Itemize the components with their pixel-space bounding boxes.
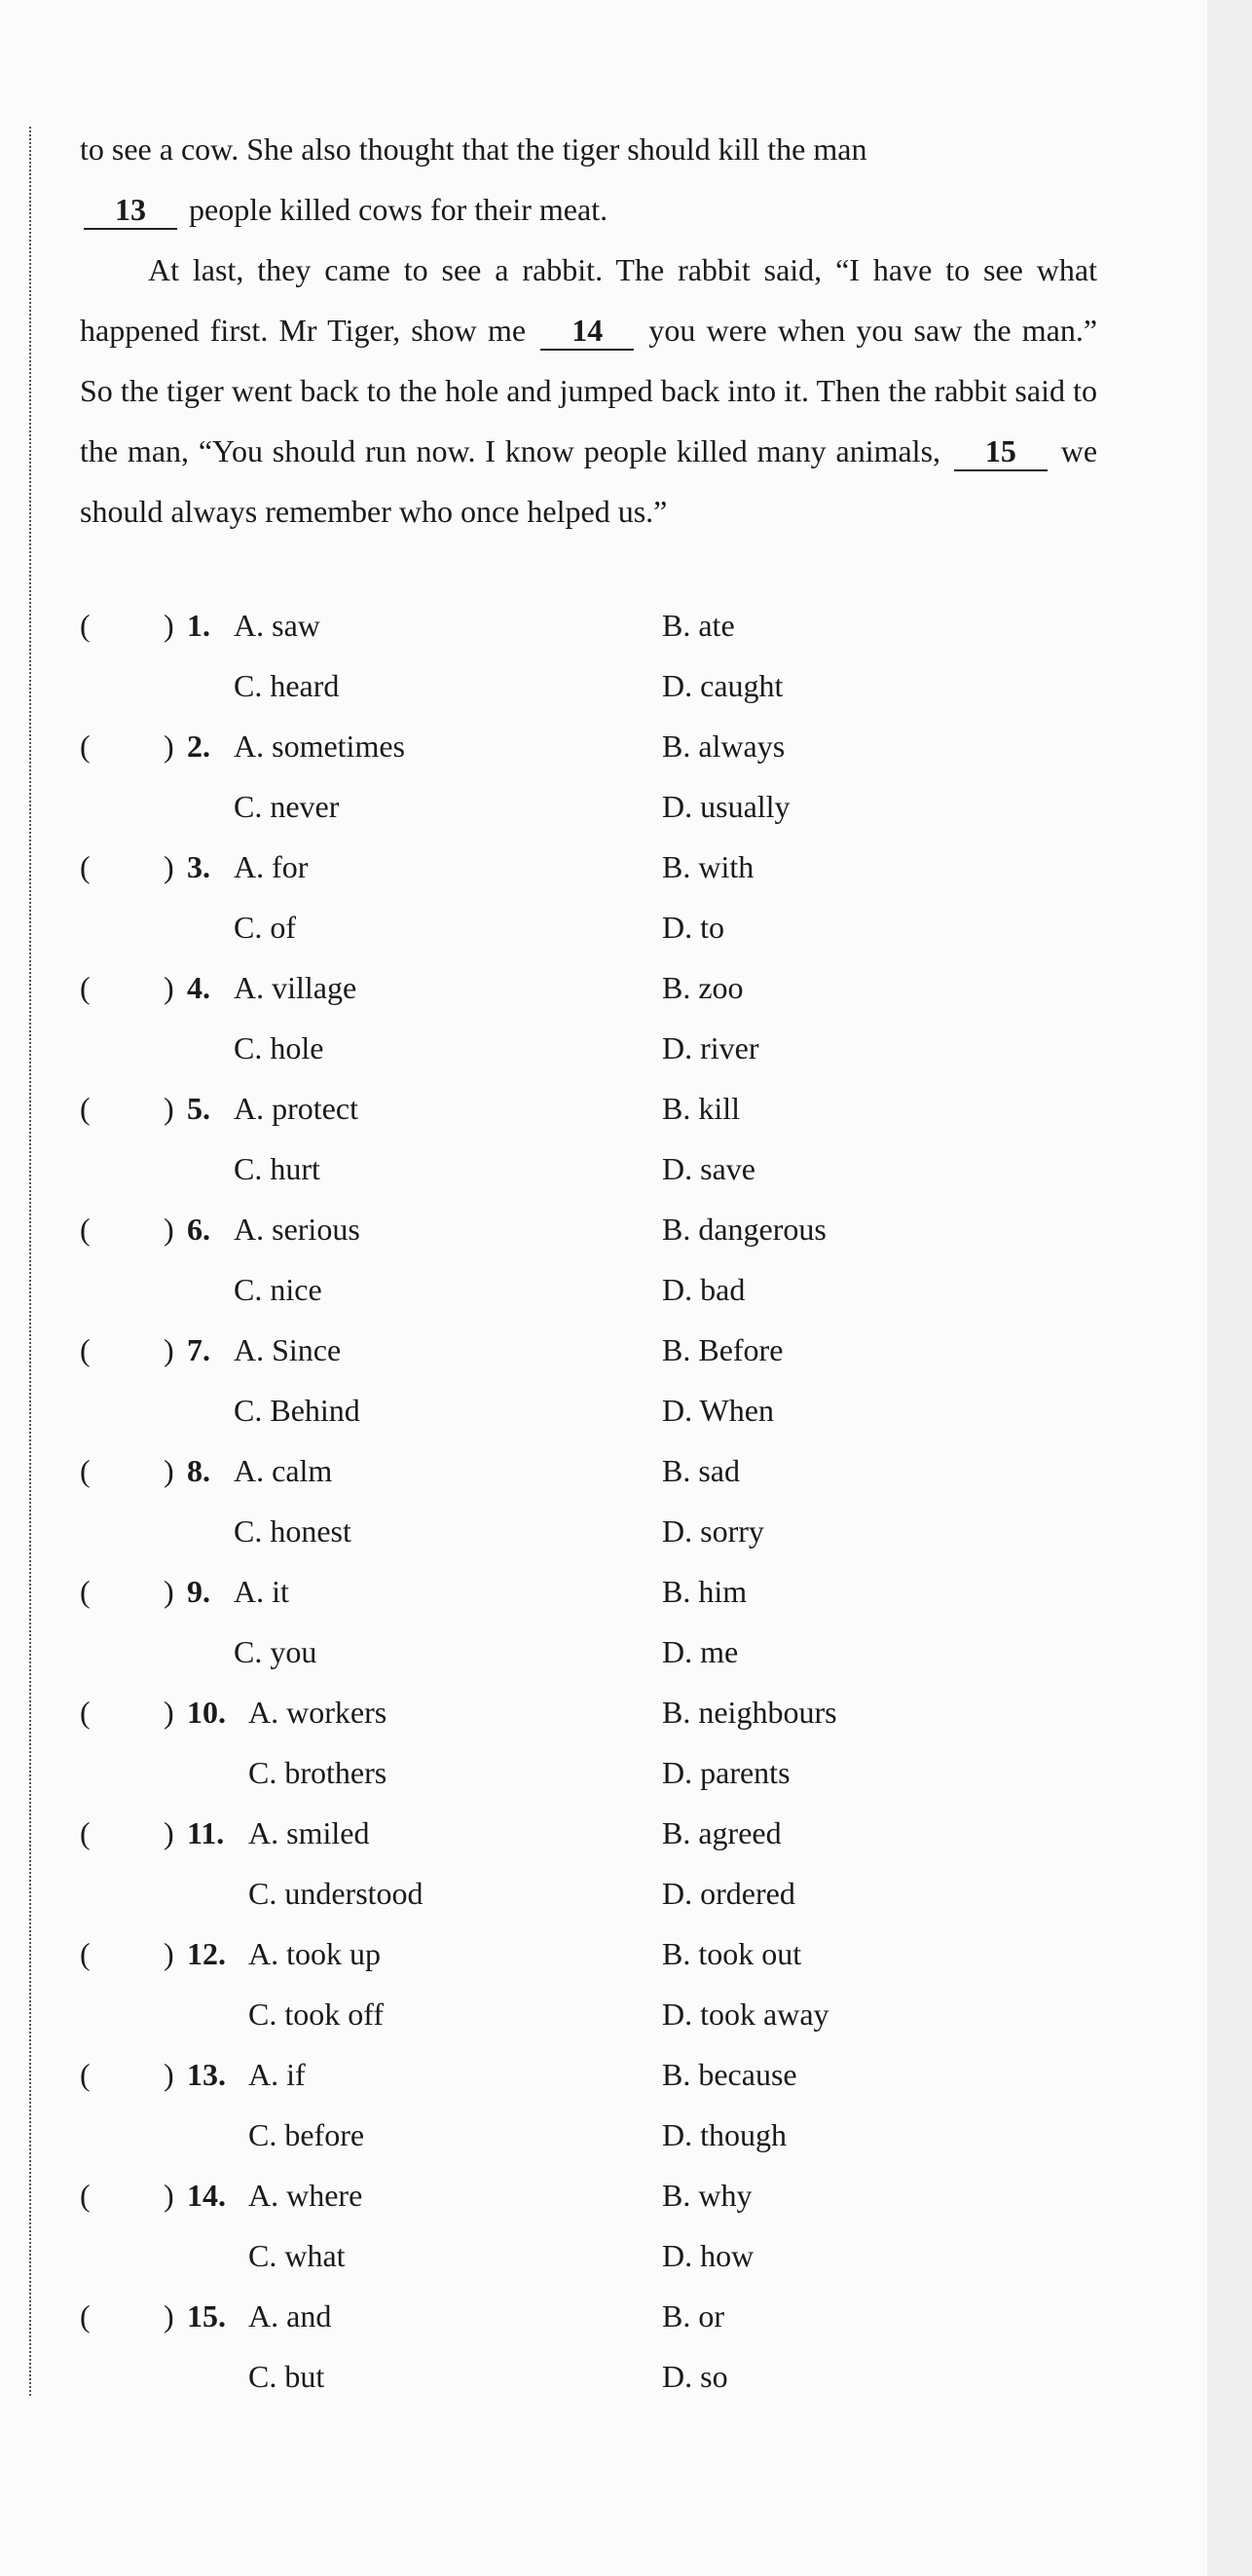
answer-bracket-open[interactable]: ( (80, 2298, 91, 2333)
passage-text: At last, they came to see a rabbit. The rabbit said, “I have to see what happened first. Mr Tiger, show me (80, 252, 1097, 348)
answer-bracket-close: ) (164, 849, 174, 884)
passage-text: people killed cows for their meat. (189, 192, 608, 227)
option-c: C. hurt (234, 1151, 320, 1186)
answer-bracket-close: ) (164, 728, 174, 764)
option-a: A. where (248, 2178, 363, 2213)
option-d: D. ordered (662, 1876, 795, 1911)
question-number: 15. (187, 2298, 226, 2333)
option-b: B. ate (662, 608, 735, 643)
option-a: A. saw (234, 608, 320, 643)
question-number: 6. (187, 1212, 210, 1247)
option-c: C. honest (234, 1513, 351, 1549)
option-c: C. never (234, 789, 340, 824)
question-row (0, 2172, 1207, 2232)
option-c: C. understood (248, 1876, 423, 1911)
option-c: C. nice (234, 1272, 322, 1307)
option-a: A. it (234, 1574, 289, 1609)
option-b: B. sad (662, 1453, 740, 1488)
option-a: A. calm (234, 1453, 333, 1488)
answer-bracket-open[interactable]: ( (80, 1936, 91, 1971)
answer-bracket-open[interactable]: ( (80, 849, 91, 884)
question-number: 10. (187, 1695, 226, 1730)
answer-bracket-close: ) (164, 1453, 174, 1488)
question-number: 1. (187, 608, 210, 643)
option-d: D. so (662, 2359, 728, 2394)
answer-bracket-open[interactable]: ( (80, 1091, 91, 1126)
question-row (0, 2293, 1207, 2353)
option-c: C. brothers (248, 1755, 387, 1790)
question-row-continued (0, 2111, 1207, 2172)
passage-paragraph-1 (80, 119, 1097, 240)
question-row-continued (0, 904, 1207, 964)
answer-bracket-close: ) (164, 1574, 174, 1609)
option-b: B. with (662, 849, 755, 884)
answer-bracket-open[interactable]: ( (80, 1332, 91, 1367)
option-c: C. took off (248, 1997, 384, 2032)
option-c: C. of (234, 910, 296, 945)
option-d: D. parents (662, 1755, 791, 1790)
passage-text: we should always remember who once helped us.” (80, 433, 1098, 529)
option-d: D. caught (662, 668, 784, 703)
question-number: 13. (187, 2057, 226, 2092)
option-d: D. bad (662, 1272, 746, 1307)
question-row (0, 723, 1207, 783)
option-c: C. before (248, 2117, 365, 2152)
option-c: C. heard (234, 668, 340, 703)
question-row-continued (0, 1749, 1207, 1810)
answer-bracket-close: ) (164, 2178, 174, 2213)
answer-bracket-close: ) (164, 1212, 174, 1247)
option-b: B. zoo (662, 970, 744, 1005)
question-row-continued (0, 1025, 1207, 1085)
answer-bracket-close: ) (164, 970, 174, 1005)
option-c: C. Behind (234, 1393, 360, 1428)
question-number: 9. (187, 1574, 210, 1609)
answer-bracket-open[interactable]: ( (80, 728, 91, 764)
question-row-continued (0, 1628, 1207, 1689)
option-b: B. kill (662, 1091, 741, 1126)
blank-14: 14 (540, 312, 634, 351)
question-row-continued (0, 662, 1207, 723)
question-row (0, 1085, 1207, 1145)
option-b: B. him (662, 1574, 748, 1609)
question-row (0, 1810, 1207, 1870)
answer-bracket-open[interactable]: ( (80, 1815, 91, 1850)
option-c: C. hole (234, 1030, 324, 1065)
answer-bracket-open[interactable]: ( (80, 1212, 91, 1247)
answer-bracket-close: ) (164, 1815, 174, 1850)
question-row-continued (0, 1145, 1207, 1206)
option-a: A. serious (234, 1212, 360, 1247)
answer-bracket-close: ) (164, 1695, 174, 1730)
option-a: A. took up (248, 1936, 381, 1971)
option-d: D. sorry (662, 1513, 764, 1549)
option-d: D. to (662, 910, 724, 945)
passage-text: you were when you saw the man.” So the tiger went back to the hole and jumped back into it. Then the rabbit said to the man, “You should run now. I know people killed many animals, (80, 313, 1098, 468)
question-row (0, 1447, 1207, 1508)
question-number: 8. (187, 1453, 210, 1488)
question-number: 2. (187, 728, 210, 764)
question-row-continued (0, 1508, 1207, 1568)
option-d: D. how (662, 2238, 755, 2273)
question-row (0, 964, 1207, 1025)
option-d: D. though (662, 2117, 787, 2152)
answer-bracket-open[interactable]: ( (80, 1453, 91, 1488)
question-row-continued (0, 2232, 1207, 2293)
option-d: D. me (662, 1634, 739, 1669)
question-row (0, 1206, 1207, 1266)
option-a: A. for (234, 849, 309, 884)
option-b: B. agreed (662, 1815, 782, 1850)
blank-13: 13 (84, 191, 177, 230)
option-b: B. took out (662, 1936, 802, 1971)
question-row (0, 1689, 1207, 1749)
answer-bracket-close: ) (164, 2057, 174, 2092)
option-a: A. and (248, 2298, 332, 2333)
answer-bracket-open[interactable]: ( (80, 608, 91, 643)
answer-bracket-close: ) (164, 2298, 174, 2333)
option-a: A. workers (248, 1695, 387, 1730)
question-row-continued (0, 1870, 1207, 1930)
option-a: A. Since (234, 1332, 342, 1367)
question-row-continued (0, 1387, 1207, 1447)
option-c: C. you (234, 1634, 317, 1669)
option-a: A. if (248, 2057, 306, 2092)
question-number: 7. (187, 1332, 210, 1367)
passage-text: to see a cow. She also thought that the tiger should kill the man (80, 131, 867, 167)
option-a: A. smiled (248, 1815, 370, 1850)
question-number: 5. (187, 1091, 210, 1126)
answer-bracket-open[interactable]: ( (80, 2178, 91, 2213)
question-number: 4. (187, 970, 210, 1005)
option-d: D. When (662, 1393, 774, 1428)
question-row (0, 843, 1207, 904)
option-a: A. protect (234, 1091, 358, 1126)
question-row (0, 1568, 1207, 1628)
option-b: B. why (662, 2178, 753, 2213)
option-d: D. took away (662, 1997, 829, 2032)
option-b: B. neighbours (662, 1695, 837, 1730)
answer-bracket-open[interactable]: ( (80, 1574, 91, 1609)
question-list (0, 602, 1207, 2413)
answer-bracket-open[interactable]: ( (80, 970, 91, 1005)
question-row-continued (0, 1266, 1207, 1326)
answer-bracket-open[interactable]: ( (80, 1695, 91, 1730)
question-number: 14. (187, 2178, 226, 2213)
option-d: D. save (662, 1151, 755, 1186)
option-b: B. or (662, 2298, 724, 2333)
question-row-continued (0, 2353, 1207, 2413)
question-row (0, 1930, 1207, 1991)
option-b: B. dangerous (662, 1212, 827, 1247)
question-row (0, 1326, 1207, 1387)
answer-bracket-close: ) (164, 1091, 174, 1126)
question-row-continued (0, 1991, 1207, 2051)
question-row (0, 2051, 1207, 2111)
question-row-continued (0, 783, 1207, 843)
option-c: C. what (248, 2238, 346, 2273)
option-b: B. because (662, 2057, 797, 2092)
passage-paragraph-2 (80, 240, 1097, 541)
option-a: A. village (234, 970, 357, 1005)
answer-bracket-close: ) (164, 1332, 174, 1367)
question-number: 12. (187, 1936, 226, 1971)
answer-bracket-open[interactable]: ( (80, 2057, 91, 2092)
option-b: B. Before (662, 1332, 784, 1367)
question-number: 3. (187, 849, 210, 884)
blank-15: 15 (954, 432, 1048, 471)
question-row (0, 602, 1207, 662)
answer-bracket-close: ) (164, 1936, 174, 1971)
option-a: A. sometimes (234, 728, 405, 764)
option-d: D. usually (662, 789, 791, 824)
reading-passage (80, 119, 1097, 541)
option-c: C. but (248, 2359, 325, 2394)
option-b: B. always (662, 728, 786, 764)
option-d: D. river (662, 1030, 759, 1065)
answer-bracket-close: ) (164, 608, 174, 643)
question-number: 11. (187, 1815, 225, 1850)
